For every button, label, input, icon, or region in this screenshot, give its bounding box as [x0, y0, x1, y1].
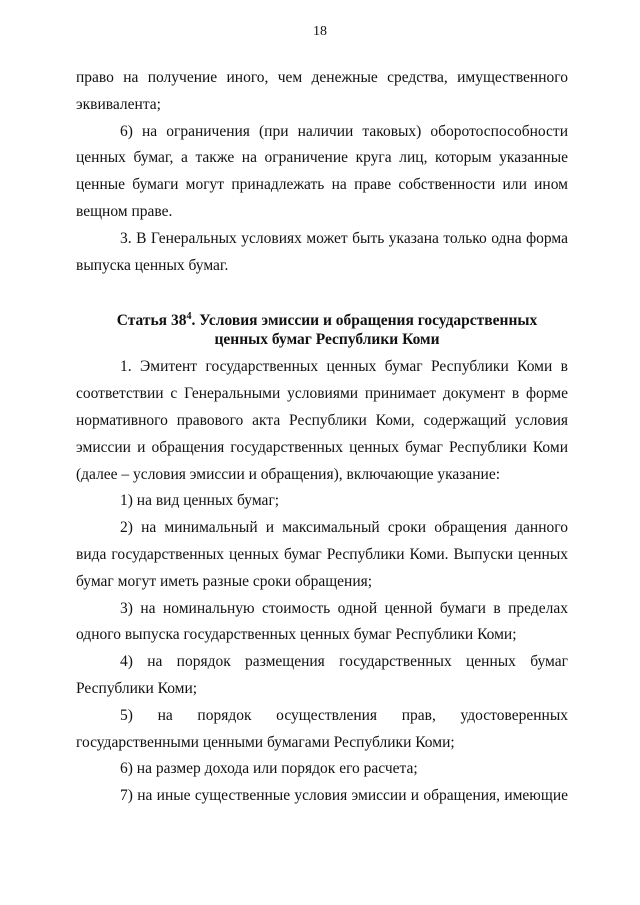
list-item-4: 4) на порядок размещения государственных ценных бумаг Республики Коми; — [76, 653, 568, 697]
paragraph-continuation: право на получение иного, чем денежные средства, имущественного эквивалента; — [76, 69, 568, 113]
page-content — [76, 65, 568, 810]
paragraph-point-3: 3. В Генеральных условиях может быть указана только одна форма выпуска ценных бумаг. — [76, 229, 568, 274]
paragraph-point-1: 1. Эмитент государственных ценных бумаг Республики Коми в соответствии с Генеральными условиями принимает документ в форме нормативного правового акта Республики Коми, содержащий условия эмиссии и обращения государственных ценных бумаг Республики Коми (далее – условия эмиссии и обращения), включающие указание: — [76, 358, 568, 483]
list-item-6: 6) на размер дохода или порядок его расчета; — [120, 760, 418, 778]
article-title-line-1 — [76, 311, 568, 330]
article-number: Статья 38 — [116, 312, 187, 330]
list-item-3: 3) на номинальную стоимость одной ценной бумаги в пределах одного выпуска государственных ценных бумаг Республики Коми; — [76, 599, 568, 644]
list-item-2: 2) на минимальный и максимальный сроки обращения данного вида государственных ценных бумаг Республики Коми. Выпуски ценных бумаг могут иметь разные сроки обращения; — [76, 519, 568, 590]
list-item-7: 7) на иные существенные условия эмиссии и обращения, имеющие — [120, 787, 568, 805]
list-item-5: 5) на порядок осуществления прав, удостоверенных государственными ценными бумагами Республики Коми; — [76, 706, 568, 751]
article-title-text: . Условия эмиссии и обращения государственных — [191, 312, 538, 330]
paragraph-item-6: 6) на ограничения (при наличии таковых) оборотоспособности ценных бумаг, а также на ограничение круга лиц, которым указанные ценные бумаги могут принадлежать на праве собственности или ином вещном праве. — [76, 122, 568, 220]
article-heading — [76, 311, 568, 349]
list-item-1: 1) на вид ценных бумаг; — [120, 492, 280, 510]
article-title-line-2: ценных бумаг Республики Коми — [214, 331, 440, 349]
article-number-superscript: 4 — [186, 311, 192, 323]
page-number: 18 — [313, 24, 327, 39]
